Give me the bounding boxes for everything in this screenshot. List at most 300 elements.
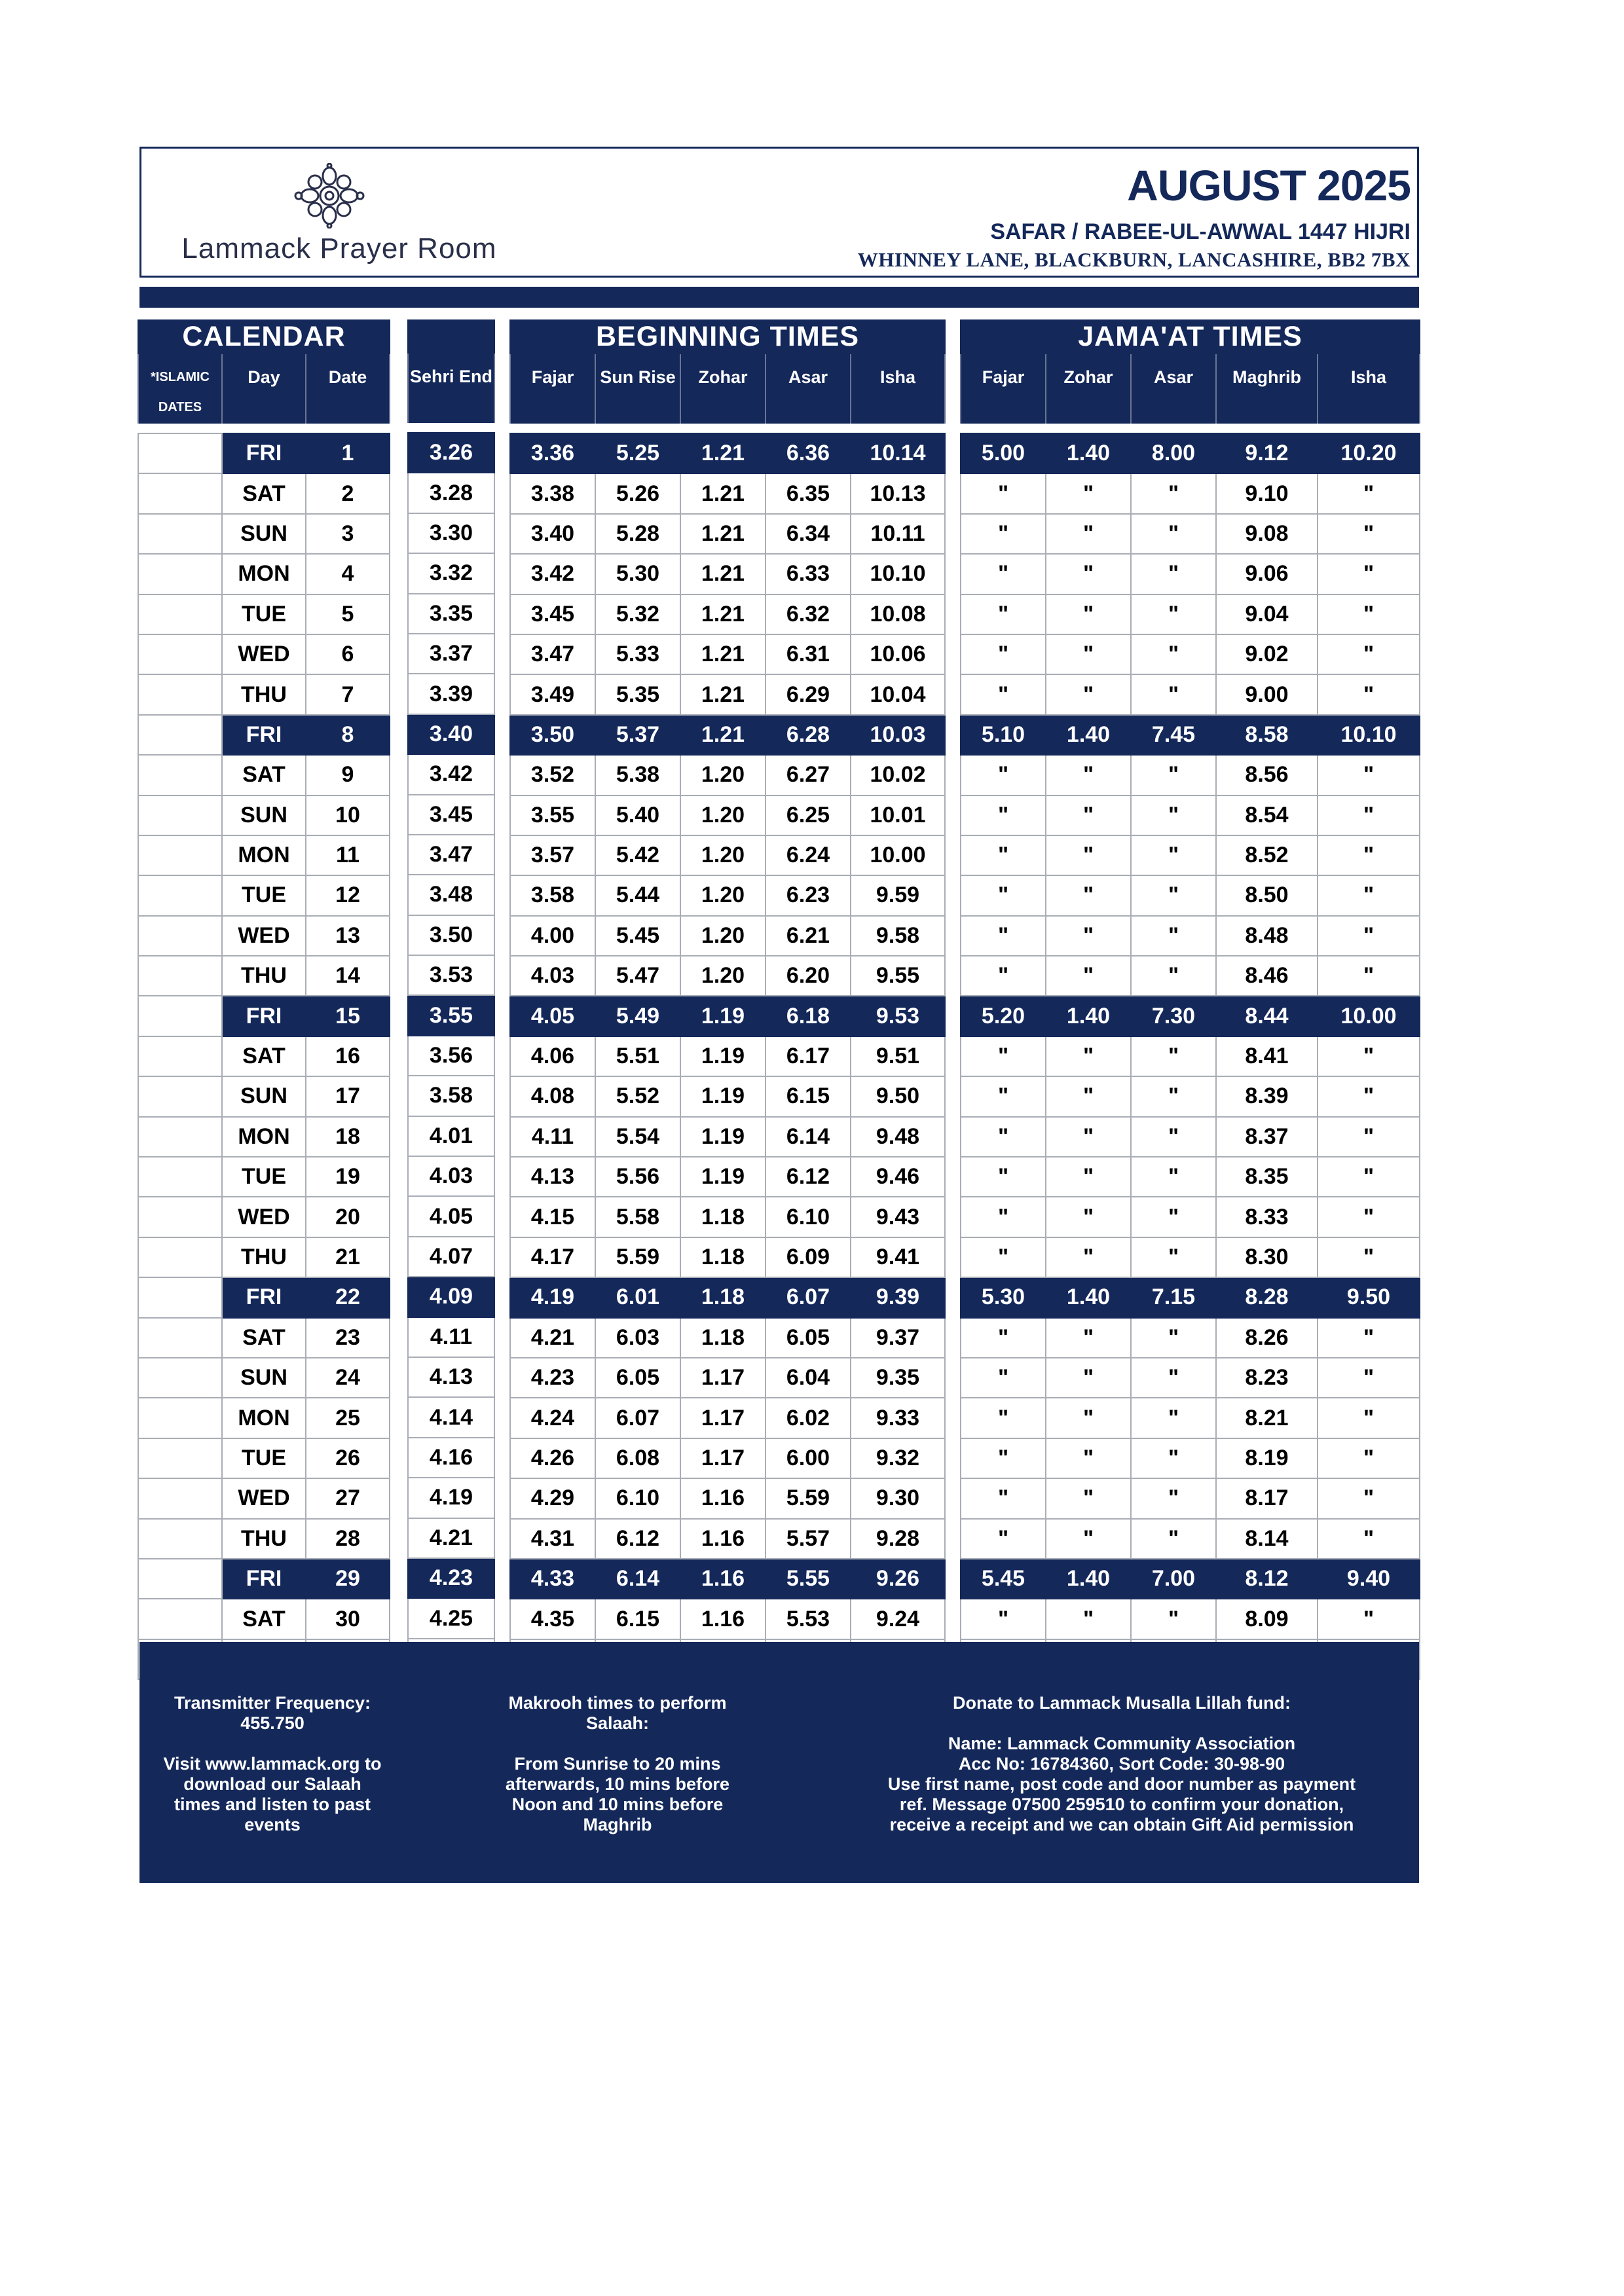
footer-info (139, 1642, 1419, 1883)
table-row (961, 634, 1420, 674)
day-cell: SAT (222, 755, 306, 795)
date-cell: 12 (306, 875, 390, 915)
footer-line (480, 1734, 755, 1754)
jamaat-asar-cell: " (1131, 1599, 1216, 1639)
sehri-cell: 3.55 (408, 995, 494, 1035)
jamaat-fajar-cell: " (961, 1398, 1046, 1438)
islamic-date-cell (138, 835, 222, 875)
islamic-date-cell (138, 1197, 222, 1237)
date-cell: 29 (306, 1559, 390, 1599)
date-cell: 25 (306, 1398, 390, 1438)
table-row (138, 715, 390, 755)
zohar-cell: 1.20 (680, 795, 766, 835)
jamaat-zohar-cell: " (1046, 1157, 1131, 1197)
isha-cell: 10.00 (851, 835, 945, 875)
sunrise-cell: 6.03 (595, 1318, 680, 1358)
date-cell: 18 (306, 1117, 390, 1157)
col-jamaat-isha: Isha (1318, 354, 1420, 424)
fajar-cell: 4.13 (510, 1157, 595, 1197)
islamic-date-cell (138, 1398, 222, 1438)
date-cell: 14 (306, 956, 390, 996)
jamaat-fajar-cell: " (961, 1117, 1046, 1157)
isha-cell: 9.33 (851, 1398, 945, 1438)
sehri-cell: 3.56 (408, 1036, 494, 1076)
asar-cell: 6.10 (766, 1197, 851, 1237)
day-cell: FRI (222, 715, 306, 755)
islamic-date-cell (138, 634, 222, 674)
islamic-date-cell (138, 795, 222, 835)
isha-cell: 10.08 (851, 594, 945, 634)
isha-cell: 9.59 (851, 875, 945, 915)
day-cell: WED (222, 634, 306, 674)
islamic-date-cell (138, 1237, 222, 1277)
date-cell: 27 (306, 1478, 390, 1518)
footer-line: Use first name, post code and door number as payment (887, 1774, 1356, 1794)
footer-line: Makrooh times to perform (508, 1693, 727, 1713)
asar-cell: 6.36 (766, 433, 851, 473)
isha-cell: 10.03 (851, 715, 945, 755)
jamaat-zohar-cell: " (1046, 554, 1131, 594)
date-cell: 9 (306, 755, 390, 795)
jamaat-asar-cell: " (1131, 1076, 1216, 1116)
table-row (510, 956, 945, 996)
isha-cell: 9.48 (851, 1117, 945, 1157)
sunrise-cell: 5.38 (595, 755, 680, 795)
table-row (138, 916, 390, 956)
sunrise-cell: 5.44 (595, 875, 680, 915)
table-row (408, 835, 494, 875)
jamaat-isha-cell: " (1318, 875, 1420, 915)
asar-cell: 6.31 (766, 634, 851, 674)
jamaat-fajar-cell: " (961, 1599, 1046, 1639)
jamaat-asar-cell: " (1131, 1197, 1216, 1237)
jamaat-asar-cell: " (1131, 875, 1216, 915)
col-jamaat-zohar: Zohar (1046, 354, 1131, 424)
col-sunrise: Sun Rise (595, 354, 680, 424)
jamaat-maghrib-cell: 8.19 (1216, 1438, 1318, 1478)
jamaat-isha-cell: " (1318, 674, 1420, 714)
table-row (510, 1157, 945, 1197)
jamaat-isha-cell: " (1318, 1358, 1420, 1398)
day-cell: MON (222, 1398, 306, 1438)
jamaat-fajar-cell: " (961, 594, 1046, 634)
jamaat-asar-cell: " (1131, 1117, 1216, 1157)
table-row (138, 674, 390, 714)
zohar-cell: 1.18 (680, 1197, 766, 1237)
table-row (510, 755, 945, 795)
makrooh-info (480, 1693, 755, 1835)
table-row (408, 553, 494, 593)
date-cell: 30 (306, 1599, 390, 1639)
zohar-cell: 1.20 (680, 835, 766, 875)
footer-line: 455.750 (240, 1713, 304, 1733)
jamaat-zohar-cell: " (1046, 875, 1131, 915)
day-cell: SAT (222, 1599, 306, 1639)
jamaat-maghrib-cell: 8.21 (1216, 1398, 1318, 1438)
zohar-cell: 1.20 (680, 916, 766, 956)
table-row (961, 875, 1420, 915)
islamic-date-cell (138, 715, 222, 755)
jamaat-zohar-cell: " (1046, 835, 1131, 875)
sunrise-cell: 6.07 (595, 1398, 680, 1438)
sehri-cell: 4.23 (408, 1558, 494, 1598)
fajar-cell: 3.55 (510, 795, 595, 835)
sehri-cell: 4.05 (408, 1196, 494, 1236)
col-fajar: Fajar (510, 354, 595, 424)
fajar-cell: 3.50 (510, 715, 595, 755)
sunrise-cell: 6.08 (595, 1438, 680, 1478)
footer-line: Maghrib (583, 1815, 652, 1834)
zohar-cell: 1.18 (680, 1237, 766, 1277)
sunrise-cell: 5.45 (595, 916, 680, 956)
date-cell: 7 (306, 674, 390, 714)
jamaat-asar-cell: " (1131, 1036, 1216, 1076)
asar-cell: 6.23 (766, 875, 851, 915)
fajar-cell: 3.58 (510, 875, 595, 915)
sehri-cell: 3.45 (408, 795, 494, 835)
col-islamic-dates: *ISLAMIC DATES (138, 354, 222, 424)
asar-cell: 6.27 (766, 755, 851, 795)
jamaat-zohar-cell: 1.40 (1046, 1277, 1131, 1317)
beginning-times-table (509, 319, 946, 1680)
isha-cell: 10.11 (851, 514, 945, 554)
jamaat-fajar-cell: " (961, 875, 1046, 915)
asar-cell: 6.17 (766, 1036, 851, 1076)
isha-cell: 9.51 (851, 1036, 945, 1076)
jamaat-isha-cell: " (1318, 1478, 1420, 1518)
date-cell: 6 (306, 634, 390, 674)
asar-cell: 6.04 (766, 1358, 851, 1398)
header-divider-bar (139, 287, 1419, 308)
jamaat-maghrib-cell: 8.35 (1216, 1157, 1318, 1197)
jamaat-zohar-cell: " (1046, 473, 1131, 513)
sehri-cell: 3.26 (408, 433, 494, 473)
jamaat-isha-cell: " (1318, 1398, 1420, 1438)
jamaat-asar-cell: " (1131, 795, 1216, 835)
sehri-cell: 3.42 (408, 754, 494, 794)
asar-cell: 6.34 (766, 514, 851, 554)
jamaat-isha-cell: 10.00 (1318, 996, 1420, 1036)
sunrise-cell: 5.30 (595, 554, 680, 594)
fajar-cell: 4.15 (510, 1197, 595, 1237)
islamic-date-cell (138, 1318, 222, 1358)
jamaat-fajar-cell: " (961, 1358, 1046, 1398)
jamaat-asar-cell: " (1131, 1398, 1216, 1438)
table-row (408, 433, 494, 473)
zohar-cell: 1.21 (680, 473, 766, 513)
zohar-cell: 1.21 (680, 514, 766, 554)
date-cell: 8 (306, 715, 390, 755)
fajar-cell: 3.45 (510, 594, 595, 634)
fajar-cell: 4.11 (510, 1117, 595, 1157)
sunrise-cell: 6.10 (595, 1478, 680, 1518)
date-cell: 26 (306, 1438, 390, 1478)
jamaat-maghrib-cell: 8.33 (1216, 1197, 1318, 1237)
sehri-cell: 3.30 (408, 513, 494, 553)
jamaat-maghrib-cell: 9.02 (1216, 634, 1318, 674)
date-cell: 4 (306, 554, 390, 594)
zohar-cell: 1.19 (680, 996, 766, 1036)
logo (156, 162, 523, 273)
jamaat-zohar-cell: " (1046, 1117, 1131, 1157)
jamaat-asar-cell: " (1131, 1519, 1216, 1559)
asar-cell: 6.00 (766, 1438, 851, 1478)
jamaat-maghrib-cell: 8.26 (1216, 1318, 1318, 1358)
isha-cell: 9.30 (851, 1478, 945, 1518)
islamic-date-cell (138, 1599, 222, 1639)
table-row (510, 554, 945, 594)
day-cell: SAT (222, 1036, 306, 1076)
table-row (408, 754, 494, 794)
table-row (961, 1438, 1420, 1478)
islamic-date-cell (138, 1277, 222, 1317)
footer-line (834, 1713, 1410, 1734)
fajar-cell: 3.42 (510, 554, 595, 594)
islamic-date-cell (138, 916, 222, 956)
table-row (408, 1518, 494, 1558)
sunrise-cell: 5.25 (595, 433, 680, 473)
table-row (961, 1237, 1420, 1277)
table-row (961, 594, 1420, 634)
fajar-cell: 4.08 (510, 1076, 595, 1116)
zohar-cell: 1.20 (680, 755, 766, 795)
table-row (961, 1076, 1420, 1116)
jamaat-isha-cell: " (1318, 795, 1420, 835)
table-row (510, 715, 945, 755)
sehri-cell: 4.09 (408, 1277, 494, 1317)
jamaat-isha-cell: 10.20 (1318, 433, 1420, 473)
table-row (408, 1317, 494, 1357)
header-box (139, 147, 1419, 278)
zohar-cell: 1.16 (680, 1599, 766, 1639)
table-row (510, 1318, 945, 1358)
islamic-date-cell (138, 956, 222, 996)
table-row (138, 554, 390, 594)
jamaat-maghrib-cell: 8.50 (1216, 875, 1318, 915)
table-row (138, 1237, 390, 1277)
table-row (408, 1277, 494, 1317)
jamaat-zohar-cell: " (1046, 795, 1131, 835)
sunrise-cell: 5.32 (595, 594, 680, 634)
fajar-cell: 4.00 (510, 916, 595, 956)
footer-line (139, 1734, 405, 1754)
jamaat-asar-cell: " (1131, 554, 1216, 594)
islamic-date-cell (138, 433, 222, 473)
jamaat-isha-cell: " (1318, 755, 1420, 795)
jamaat-zohar-cell: " (1046, 594, 1131, 634)
table-row (138, 473, 390, 513)
jamaat-maghrib-cell: 8.52 (1216, 835, 1318, 875)
table-row (138, 634, 390, 674)
jamaat-asar-cell: " (1131, 1318, 1216, 1358)
col-asar: Asar (766, 354, 851, 424)
footer-line: afterwards, 10 mins before (505, 1774, 730, 1794)
jamaat-zohar-cell: " (1046, 1237, 1131, 1277)
jamaat-maghrib-cell: 9.12 (1216, 433, 1318, 473)
isha-cell: 9.24 (851, 1599, 945, 1639)
jamaat-zohar-cell: " (1046, 674, 1131, 714)
org-name: Lammack Prayer Room (181, 232, 497, 264)
table-row (510, 1519, 945, 1559)
jamaat-maghrib-cell: 8.23 (1216, 1358, 1318, 1398)
table-row (510, 1237, 945, 1277)
islamic-date-cell (138, 1157, 222, 1197)
table-row (138, 875, 390, 915)
jamaat-zohar-cell: 1.40 (1046, 996, 1131, 1036)
date-cell: 11 (306, 835, 390, 875)
table-row (408, 1598, 494, 1638)
table-row (961, 433, 1420, 473)
sehri-cell: 4.01 (408, 1116, 494, 1156)
isha-cell: 9.46 (851, 1157, 945, 1197)
col-day: Day (222, 354, 306, 424)
table-row (961, 755, 1420, 795)
day-cell: SUN (222, 1358, 306, 1398)
footer-line: download our Salaah (183, 1774, 361, 1794)
jamaat-fajar-cell: 5.30 (961, 1277, 1046, 1317)
sunrise-cell: 6.01 (595, 1277, 680, 1317)
sunrise-cell: 6.12 (595, 1519, 680, 1559)
table-row (510, 1438, 945, 1478)
col-isha: Isha (851, 354, 945, 424)
date-cell: 24 (306, 1358, 390, 1398)
table-row (961, 514, 1420, 554)
islamic-date-cell (138, 1358, 222, 1398)
sunrise-cell: 6.05 (595, 1358, 680, 1398)
isha-cell: 9.26 (851, 1559, 945, 1599)
isha-cell: 9.55 (851, 956, 945, 996)
isha-cell: 10.13 (851, 473, 945, 513)
table-row (138, 1117, 390, 1157)
jamaat-zohar-cell: " (1046, 1478, 1131, 1518)
jamaat-zohar-cell: " (1046, 916, 1131, 956)
table-row (408, 1237, 494, 1277)
fajar-cell: 3.36 (510, 433, 595, 473)
isha-cell: 9.32 (851, 1438, 945, 1478)
jamaat-asar-cell: " (1131, 755, 1216, 795)
day-cell: SAT (222, 473, 306, 513)
jamaat-fajar-cell: " (961, 835, 1046, 875)
jamaat-maghrib-cell: 9.04 (1216, 594, 1318, 634)
table-row (510, 1398, 945, 1438)
donation-info (834, 1693, 1410, 1835)
table-row (408, 1116, 494, 1156)
table-row (961, 1559, 1420, 1599)
asar-cell: 6.32 (766, 594, 851, 634)
fajar-cell: 4.31 (510, 1519, 595, 1559)
zohar-cell: 1.19 (680, 1157, 766, 1197)
address: WHINNEY LANE, BLACKBURN, LANCASHIRE, BB2 7BX (857, 248, 1411, 271)
table-row (510, 674, 945, 714)
jamaat-fajar-cell: " (961, 956, 1046, 996)
jamaat-fajar-cell: " (961, 1318, 1046, 1358)
section-title-calendar: CALENDAR (138, 320, 390, 354)
table-row (961, 554, 1420, 594)
table-row (961, 1358, 1420, 1398)
date-cell: 19 (306, 1157, 390, 1197)
jamaat-isha-cell: 9.40 (1318, 1559, 1420, 1599)
zohar-cell: 1.21 (680, 594, 766, 634)
sunrise-cell: 5.58 (595, 1197, 680, 1237)
day-cell: TUE (222, 594, 306, 634)
jamaat-zohar-cell: " (1046, 634, 1131, 674)
table-row (961, 1599, 1420, 1639)
table-row (408, 1397, 494, 1437)
table-row (510, 1197, 945, 1237)
day-cell: SAT (222, 1318, 306, 1358)
jamaat-fajar-cell: " (961, 795, 1046, 835)
table-row (138, 433, 390, 473)
footer-line: receive a receipt and we can obtain Gift Aid permission (889, 1815, 1354, 1834)
fajar-cell: 4.21 (510, 1318, 595, 1358)
sehri-cell: 3.32 (408, 553, 494, 593)
jamaat-maghrib-cell: 8.17 (1216, 1478, 1318, 1518)
fajar-cell: 4.26 (510, 1438, 595, 1478)
zohar-cell: 1.21 (680, 674, 766, 714)
day-cell: MON (222, 1117, 306, 1157)
table-row (138, 1599, 390, 1639)
jamaat-zohar-cell: " (1046, 1519, 1131, 1559)
islamic-date-cell (138, 594, 222, 634)
sehri-cell: 4.25 (408, 1598, 494, 1638)
jamaat-isha-cell: " (1318, 1197, 1420, 1237)
table-row (138, 514, 390, 554)
date-cell: 13 (306, 916, 390, 956)
jamaat-maghrib-cell: 8.12 (1216, 1559, 1318, 1599)
jamaat-maghrib-cell: 8.44 (1216, 996, 1318, 1036)
jamaat-zohar-cell: 1.40 (1046, 1559, 1131, 1599)
jamaat-fajar-cell: " (961, 634, 1046, 674)
jamaat-zohar-cell: " (1046, 1398, 1131, 1438)
jamaat-zohar-cell: " (1046, 1076, 1131, 1116)
isha-cell: 9.58 (851, 916, 945, 956)
hijri-date: SAFAR / RABEE-UL-AWWAL 1447 HIJRI (990, 219, 1411, 244)
fajar-cell: 4.23 (510, 1358, 595, 1398)
table-row (510, 433, 945, 473)
sehri-cell: 4.21 (408, 1518, 494, 1558)
table-row (961, 1157, 1420, 1197)
jamaat-isha-cell: 9.50 (1318, 1277, 1420, 1317)
day-cell: SUN (222, 795, 306, 835)
footer-line: Donate to Lammack Musalla Lillah fund: (952, 1693, 1291, 1713)
jamaat-maghrib-cell: 8.28 (1216, 1277, 1318, 1317)
table-row (961, 1318, 1420, 1358)
sunrise-cell: 5.42 (595, 835, 680, 875)
table-row (961, 715, 1420, 755)
sunrise-cell: 5.35 (595, 674, 680, 714)
jamaat-isha-cell: " (1318, 1599, 1420, 1639)
jamaat-asar-cell: " (1131, 514, 1216, 554)
zohar-cell: 1.21 (680, 715, 766, 755)
zohar-cell: 1.19 (680, 1076, 766, 1116)
zohar-cell: 1.19 (680, 1036, 766, 1076)
sehri-cell: 3.35 (408, 594, 494, 634)
table-row (961, 1478, 1420, 1518)
islamic-date-cell (138, 1438, 222, 1478)
footer-line: ref. Message 07500 259510 to confirm your donation, (899, 1795, 1344, 1814)
table-row (408, 1357, 494, 1397)
sehri-cell: 4.14 (408, 1397, 494, 1437)
table-row (408, 513, 494, 553)
table-row (408, 1478, 494, 1518)
sehri-cell: 4.13 (408, 1357, 494, 1397)
table-row (408, 1558, 494, 1598)
jamaat-asar-cell: " (1131, 674, 1216, 714)
table-row (138, 1036, 390, 1076)
isha-cell: 10.01 (851, 795, 945, 835)
fajar-cell: 3.52 (510, 755, 595, 795)
jamaat-isha-cell: " (1318, 1036, 1420, 1076)
